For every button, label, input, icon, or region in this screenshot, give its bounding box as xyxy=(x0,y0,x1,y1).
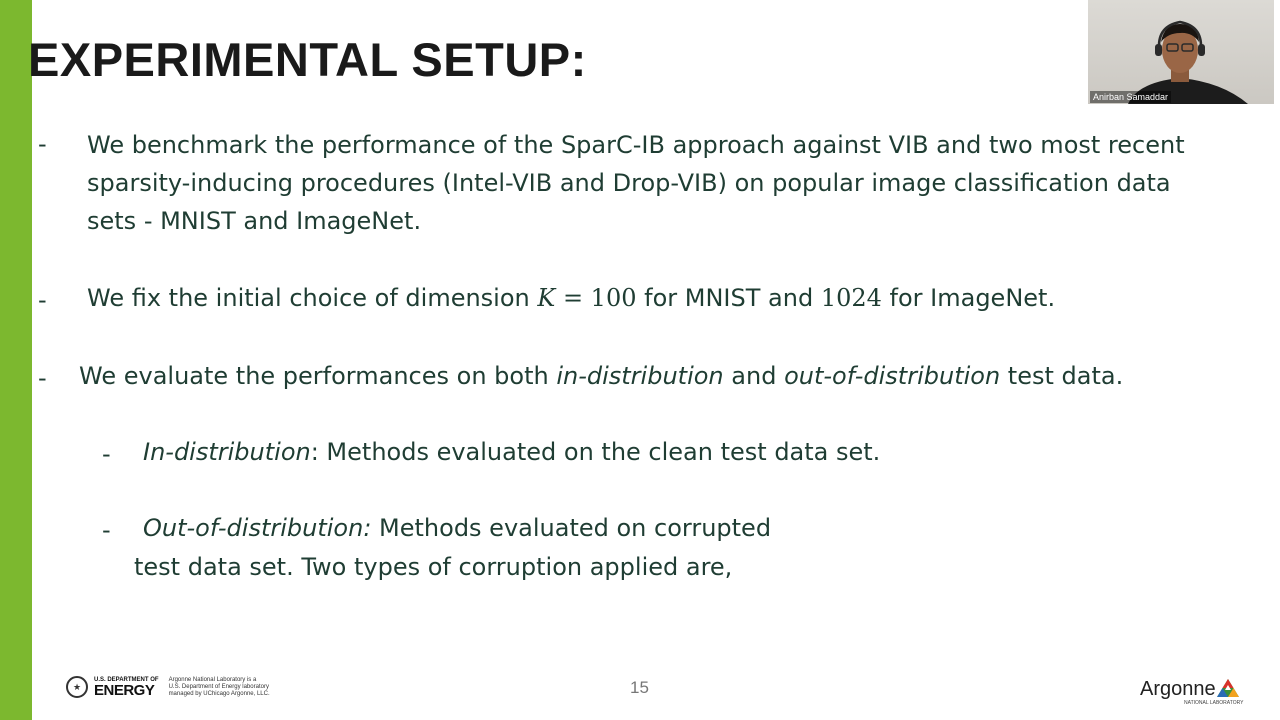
bullet-line: sets - MNIST and ImageNet. xyxy=(87,207,422,235)
webcam-thumbnail[interactable] xyxy=(1088,0,1274,104)
math-number: 1024 xyxy=(820,284,882,312)
emphasis-term: Out-of-distribution: xyxy=(143,514,372,542)
doe-note xyxy=(169,677,270,698)
argonne-logo xyxy=(1140,678,1244,706)
bullet-text: We evaluate the performances on both xyxy=(79,362,557,390)
math-variable: K xyxy=(537,284,556,312)
doe-note-line: managed by UChicago Argonne, LLC. xyxy=(168,690,270,697)
presenter-figure xyxy=(1088,0,1274,104)
doe-energy-text: ENERGY xyxy=(94,681,155,699)
doe-logo xyxy=(66,676,270,698)
emphasis-out-of-distribution: out-of-distribution xyxy=(784,362,1001,390)
bullet-text: : Methods evaluated on the clean test data set. xyxy=(310,438,881,466)
argonne-triangle-icon xyxy=(1216,678,1240,698)
doe-dept-text: U.S. DEPARTMENT OF xyxy=(94,676,159,683)
bullet-dash: - xyxy=(38,286,47,314)
doe-seal-icon: ★ xyxy=(66,676,88,698)
doe-note-line: Argonne National Laboratory is a xyxy=(168,676,257,683)
doe-note-line: U.S. Department of Energy laboratory xyxy=(168,683,269,690)
bullet-evaluate xyxy=(79,357,1123,395)
bullet-dash: - xyxy=(38,130,47,158)
bullet-line: sparsity-inducing procedures (Intel-VIB and Drop-VIB) on popular image classification data xyxy=(87,169,1171,197)
bullet-text: for MNIST and xyxy=(636,284,821,312)
page-number: 15 xyxy=(630,678,649,697)
math-equation: = 100 xyxy=(555,284,637,312)
subbullet-continuation: test data set. Two types of corruption applied are, xyxy=(134,553,733,581)
subbullet-out-of-distribution xyxy=(143,509,771,547)
bullet-text: We fix the initial choice of dimension xyxy=(87,284,538,312)
bullet-line: We benchmark the performance of the SparC-IB approach against VIB and two most recent xyxy=(87,131,1185,159)
subbullet-dash: - xyxy=(102,440,111,468)
subbullet-dash: - xyxy=(102,516,111,544)
bullet-dash: - xyxy=(38,364,47,392)
slide-title: EXPERIMENTAL SETUP: xyxy=(28,33,587,86)
argonne-wordmark: Argonne xyxy=(1140,678,1216,700)
bullet-text: and xyxy=(723,362,785,390)
bullet-benchmark xyxy=(87,126,1185,240)
participant-name: Anirban Samaddar xyxy=(1090,91,1171,103)
bullet-dimension xyxy=(87,279,1055,317)
emphasis-in-distribution: in-distribution xyxy=(556,362,724,390)
subbullet-in-distribution xyxy=(143,433,880,471)
bullet-text: for ImageNet. xyxy=(881,284,1056,312)
argonne-subtitle: NATIONAL LABORATORY xyxy=(1184,700,1244,706)
accent-bar xyxy=(0,0,32,720)
bullet-text: Methods evaluated on corrupted xyxy=(371,514,772,542)
emphasis-term: In-distribution xyxy=(143,438,311,466)
bullet-text: test data. xyxy=(1000,362,1124,390)
